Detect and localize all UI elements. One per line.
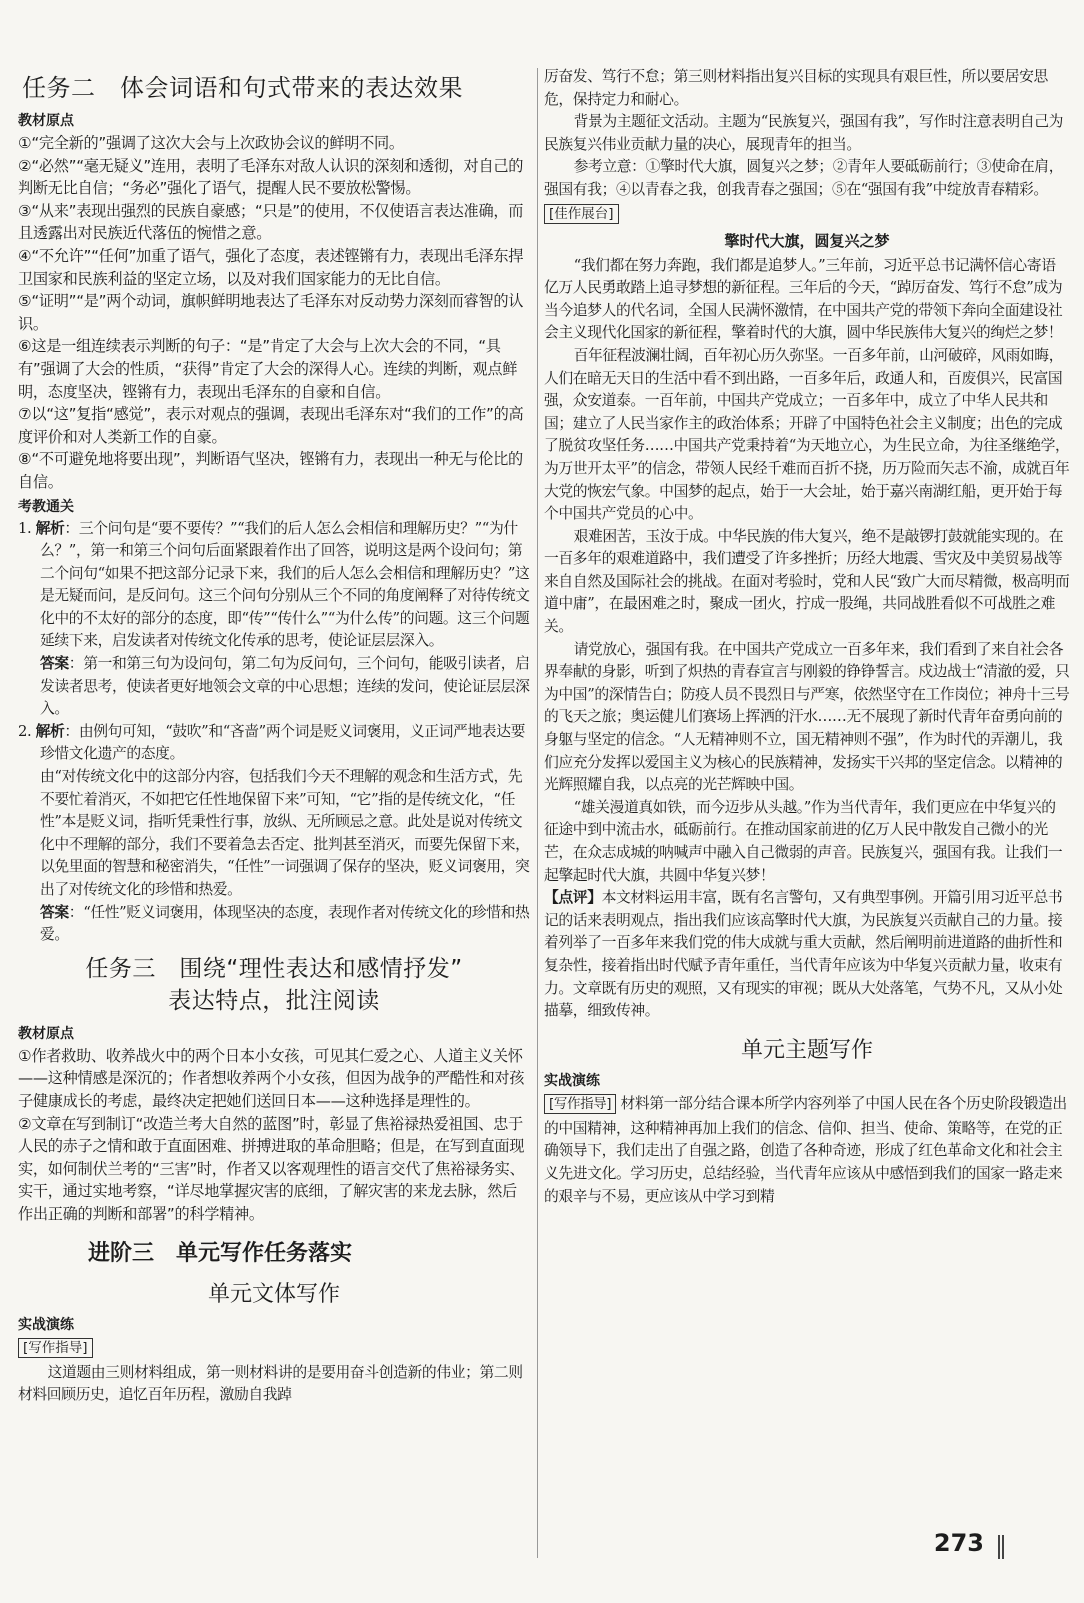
practice-heading: 实战演练: [544, 1072, 600, 1089]
left-column: [18, 66, 530, 1407]
analysis-text: ：三个问句是“要不要传？”“我们的后人怎么会相信和理解历史？”“为什么？”，第一和第三个问句后面紧跟着作出了回答，说明这是两个设问句；第二个问句“如果不把这部分记录下来，我们的后人怎么会相信和理解历史？”这是无疑而问，是反问句。这三个问句分别从三个不同的角度阐释了对待传统文化中的不太好的部分的态度，即“传”“传什么”“为什么传”的问题。这三个问题延续下来，启发读者对传统文化传承的思考，使论证层层深入。: [40, 519, 530, 650]
column-divider: [537, 68, 538, 1558]
task2-items: [18, 132, 530, 494]
guide-continued: 厉奋发、笃行不怠；第三则材料指出复兴目标的实现具有艰巨性，所以要居安思危，保持定力和耐心。: [544, 68, 1048, 108]
answer-text: ：“任性”贬义词褒用，体现坚决的态度，表现作者对传统文化的珍惜和热爱。: [40, 903, 530, 944]
analysis-text: ：由例句可知，“鼓吹”和“吝啬”两个词是贬义词褒用，义正词严地表达要珍惜文化遗产的态度。: [40, 722, 525, 763]
task3-title-line1: 任务三 围绕“理性表达和感情抒发”: [85, 955, 463, 982]
essay-paragraph: “雄关漫道真如铁，而今迈步从头越。”作为当代青年，我们更应在中华复兴的征途中到中流击水，砥砺前行。在推动国家前进的亿万人民中散发自己微小的光芒，在众志成城的呐喊声中融入自己微弱的声音。民族复兴，强国有我。让我们一起擎起时代大旗，共圆中华复兴梦！: [544, 798, 1063, 884]
essay-paragraph: 艰难困苦，玉汝于成。中华民族的伟大复兴，绝不是敲锣打鼓就能实现的。在一百多年的艰难道路中，我们遭受了许多挫折；历经大地震、雪灾及中美贸易战等来自自然及国际社会的挑战。在面对考验时，党和人民“致广大而尽精微，极高明而道中庸”，在最困难之时，聚成一团火，拧成一股绳，共同战胜看似不可战胜之难关。: [544, 527, 1070, 636]
comment-label: 【点评】: [544, 889, 602, 907]
question-1-answer: [18, 653, 530, 721]
list-item: ④“不允许”“任何”加重了语气，强化了态度，表述铿锵有力，表现出毛泽东捍卫国家和民族利益的坚定立场，以及对我们国家能力的无比自信。: [18, 246, 524, 288]
comment: [544, 887, 1070, 1023]
list-item: ②文章在写到制订“改造兰考大自然的蓝图”时，彰显了焦裕禄热爱祖国、忠于人民的赤子之情和敢于直面困难、拼搏进取的革命胆略；但是，在写到直面现实，如何制伏兰考的“三害”时，作者又以客观理性的语言交代了焦裕禄务实、实干，通过实地考察，“详尽地掌握灾害的底细，了解灾害的来龙去脉，然后作出正确的判断和部署”的科学精神。: [18, 1114, 525, 1223]
task3-title-line2: 表达特点，批注阅读: [168, 987, 380, 1014]
essay-paragraph: “我们都在努力奔跑，我们都是追梦人。”三年前，习近平总书记满怀信心寄语亿万人民勇敢踏上追寻梦想的新征程。三年后的今天，“踔厉奋发、笃行不怠”成为当今追梦人的代名词，全国人民满怀激情，在中国共产党的带领下奔向全面建设社会主义现代化国家的新征程，擎着时代的大旗，圆中华民族伟大复兴的绚烂之梦！: [544, 256, 1063, 342]
analysis-label: 解析: [35, 519, 65, 537]
question-2-more: 由“对传统文化中的这部分内容，包括我们今天不理解的观念和生活方式，先不要忙着消灭，不如把它任性地保留下来”可知，“它”指的是传统文化，“任性”本是贬义词，指听凭秉性行事，放纵、无所顾忌之意。此处是说对传统文化中不理解的部分，我们不要着急去否定、批判甚至消灭，而要先保留下来，以免里面的智慧和秘密消失，“任性”一词强调了保存的坚决，贬义词褒用，突出了对传统文化的珍惜和热爱。: [40, 768, 530, 898]
task2-title: 任务二 体会词语和句式带来的表达效果: [22, 74, 463, 102]
right-column: [544, 66, 1070, 1208]
practice-heading: 实战演练: [18, 1316, 74, 1333]
task3-title: [18, 953, 530, 1017]
progress-title: 进阶三 单元写作任务落实: [88, 1240, 353, 1266]
exam-section-heading: 考教通关: [18, 498, 74, 515]
writing-guide: [544, 1092, 1070, 1208]
writing-guide-text: 材料第一部分结合课本所学内容列举了中国人民在各个历史阶段锻造出的中国精神，这种精神再加上我们的信念、信仰、担当、使命、策略等，在党的正确领导下，我们走出了自强之路，创造了各种奇迹，形成了红色革命文化和社会主义先进文化。学习历史，总结经验，当代青年应该从中感悟到我们的国家一路走来的艰辛与不易，更应该从中学习到精: [544, 1094, 1067, 1205]
list-item: ⑥这是一组连续表示判断的句子：“是”肯定了大会与上次大会的不同，“具有”强调了大会的性质，“获得”肯定了大会的深得人心。连续的判断，观点鲜明，态度坚决，铿锵有力，表现出毛泽东的自豪和自信。: [18, 337, 518, 401]
essay-paragraph: 请党放心，强国有我。在中国共产党成立一百多年来，我们看到了来自社会各界奉献的身影，听到了炽热的青春宣言与刚毅的铮铮誓言。戍边战士“清澈的爱，只为中国”的深情告白；防疫人员不畏烈日与严寒，依然坚守在工作岗位；神舟十三号的飞天之旅；奥运健儿们赛场上挥洒的汗水……无不展现了新时代青年奋勇向前的身躯与坚定的信念。“人无精神则不立，国无精神则不强”，作为时代的弄潮儿，我们应充分发挥以爱国主义为核心的民族精神，发扬实干兴邦的坚定信念。以精神的光辉照耀自我，以点亮的光芒辉映中国。: [544, 640, 1070, 794]
task3-section-heading: 教材原点: [18, 1025, 74, 1042]
list-item: ⑧“不可避免地将要出现”，判断语气坚决，铿锵有力，表现出一种无与伦比的自信。: [18, 450, 523, 491]
list-item: ⑤“证明”“是”两个动词，旗帜鲜明地表达了毛泽东对反动势力深刻而睿智的认识。: [18, 292, 524, 333]
question-2-answer: [18, 902, 530, 947]
essay-title: 擎时代大旗，圆复兴之梦: [724, 231, 890, 250]
unit-style-title: 单元文体写作: [207, 1281, 340, 1307]
page-number-bar: [998, 1535, 1006, 1559]
list-item: ①“完全新的”强调了这次大会与上次政协会议的鲜明不同。: [18, 134, 404, 152]
writing-guide-label: [写作指导]: [18, 1338, 93, 1358]
answer-text: ：第一和第三句为设问句，第二句为反问句，三个问句，能吸引读者，启发读者思考，使读者更好地领会文章的中心思想；连续的发问，使论证层层深入。: [40, 655, 530, 718]
analysis-label: 解析: [35, 722, 65, 740]
list-item: ⑦以“这”复指“感觉”，表示对观点的强调，表现出毛泽东对“我们的工作”的高度评价和对人类新工作的自豪。: [18, 405, 524, 446]
question-1-analysis: 1. 解析：三个问句是“要不要传？”“我们的后人怎么会相信和理解历史？”“为什么？”，第一和第三个问句后面紧跟着作出了回答，说明这是两个设问句；第二个问句“如果不把这部分记录下来，我们的后人怎么会相信和理解历史？”这是无疑而问，是反问句。这三个问句分别从三个不同的角度阐释了对待传统文化中的不太好的部分的态度，即“传”“传什么”“为什么传”的问题。这三个问题延续下来，启发读者对传统文化传承的思考，使论证层层深入。: [18, 519, 530, 650]
task2-section-heading: 教材原点: [18, 113, 74, 129]
background-text: 背景为主题征文活动。主题为“民族复兴，强国有我”，写作时注意表明自己为民族复兴伟业贡献力量的决心，展现青年的担当。: [544, 113, 1064, 153]
list-item: ①作者救助、收养战火中的两个日本小女孩，可见其仁爱之心、人道主义关怀——这种情感是深沉的；作者想收养两个小女孩，但因为战争的严酷性和对孩子健康成长的考虑，最终决定把她们送回日本——这种选择是理性的。: [18, 1046, 525, 1110]
list-item: ③“从来”表现出强烈的民族自豪感；“只是”的使用，不仅使语言表达准确，而且透露出对民族近代落伍的惋惜之意。: [18, 201, 524, 243]
comment-text: 本文材料运用丰富，既有名言警句，又有典型事例。开篇引用习近平总书记的话来表明观点，指出我们应该高擎时代大旗，为民族复兴贡献自己的力量。接着列举了一百多年来我们党的伟大成就与重大贡献，然后阐明前进道路的曲折性和复杂性，接着指出时代赋予青年重任，当代青年应该为中华复兴贡献力量，收束有力。文章既有历史的观照，又有现实的审视；既从大处落笔，气势不凡，又从小处描摹，细致传神。: [544, 889, 1063, 1020]
unit-theme-title: 单元主题写作: [740, 1037, 873, 1063]
reference-ideas: 参考立意：①擎时代大旗，圆复兴之梦；②青年人要砥砺前行；③使命在肩，强国有我；④以青春之我，创我青春之强国；⑤在“强国有我”中绽放青春精彩。: [544, 158, 1064, 198]
writing-guide-text: 这道题由三则材料组成，第一则材料讲的是要用奋斗创造新的伟业；第二则材料回顾历史，追忆百年历程，激励自我踔: [18, 1363, 523, 1404]
answer-label: 答案: [40, 903, 69, 921]
answer-label: 答案: [40, 655, 69, 673]
list-item: ②“必然”“毫无疑义”连用，表明了毛泽东对敌人认识的深刻和透彻，对自己的判断无比自信；“务必”强化了语气，提醒人民不要放松警惕。: [18, 156, 524, 198]
page-number: 273: [933, 1529, 984, 1557]
writing-guide-label: [写作指导]: [544, 1094, 616, 1114]
showcase-label: [佳作展台]: [544, 204, 619, 224]
essay-paragraph: 百年征程波澜壮阔，百年初心历久弥坚。一百多年前，山河破碎，风雨如晦，人们在暗无天日的生活中看不到出路，一百多年后，政通人和，百废俱兴，民富国强，众安道泰。一百年前，中国共产党成立；一百多年中，成立了中华人民共和国；建立了人民当家作主的政治体系；开辟了中国特色社会主义制度；出色的完成了脱贫攻坚任务……中国共产党秉持着“为天地立心，为生民立命，为往圣继绝学，为万世开太平”的信念，带领人民经千难而百折不挠，历万险而矢志不渝，成就百年大党的恢宏气象。中国梦的起点，始于一大会址，始于嘉兴南湖红船，更开始于每个中国共产党员的心中。: [544, 346, 1070, 523]
question-2-analysis: 2. 解析：由例句可知，“鼓吹”和“吝啬”两个词是贬义词褒用，义正词严地表达要珍惜文化遗产的态度。: [18, 722, 525, 763]
